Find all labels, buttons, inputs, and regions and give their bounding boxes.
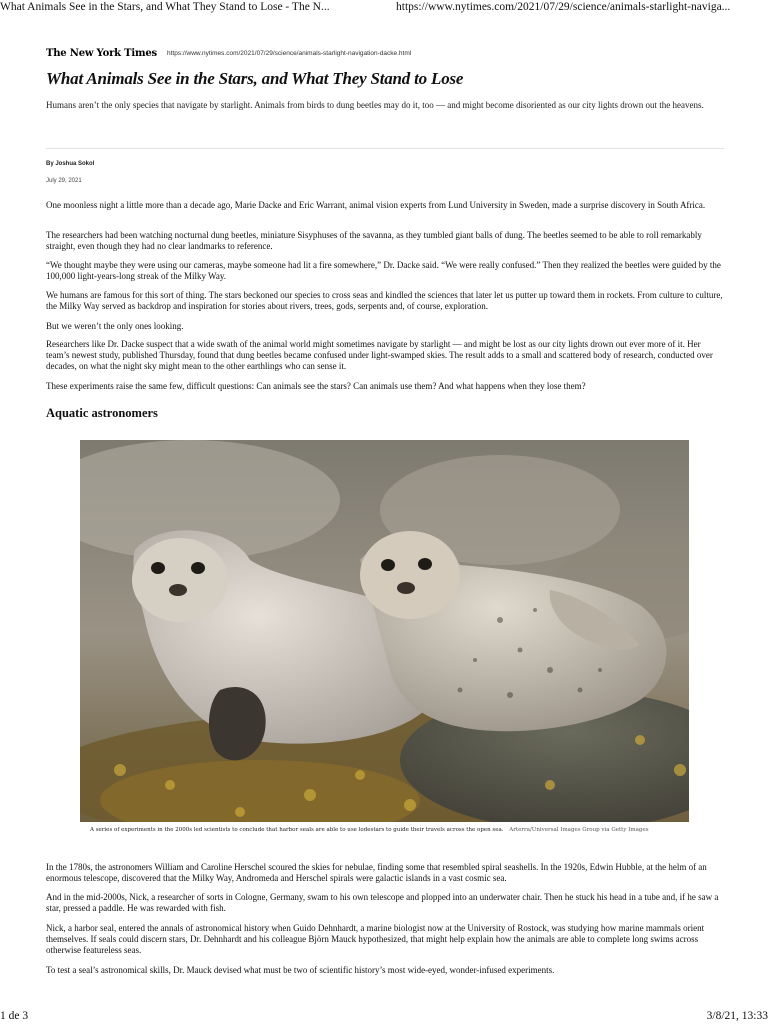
paragraph-8: In the 1780s, the astronomers William and Caroline Herschel scoured the skies for nebulae, finding some that resembled spiral seashells. In the 1920s, Edwin Hubble, at the helm of an enormous telescope, discovered that the Milky Way, Andromeda and Herschel spirals were galactic islands in a vast cosmic sea. — [46, 862, 707, 883]
paragraph-2: The researchers had been watching nocturnal dung beetles, miniature Sisyphuses of the savanna, as they tumbled giant balls of dung. The beetles seemed to be able to roll remarkably straight, even though they had no clear landmarks to reference. — [46, 230, 702, 251]
nyt-logo[interactable]: The New York Times — [46, 47, 157, 59]
page-number: 1 de 3 — [0, 1010, 29, 1022]
article-date: July 29, 2021 — [46, 178, 82, 184]
summary-divider — [46, 148, 724, 149]
article-byline[interactable]: By Joshua Sokol — [46, 161, 95, 167]
paragraph-1: One moonless night a little more than a decade ago, Marie Dacke and Eric Warrant, animal vision experts from Lund University in Sweden, made a surprise discovery in South Africa. — [46, 200, 706, 210]
article-headline: What Animals See in the Stars, and What They Stand to Lose — [46, 69, 464, 88]
masthead — [46, 44, 411, 58]
photo-caption-text: A series of experiments in the 2000s led scientists to conclude that harbor seals are able to use lodestars to guide their travels across the open sea. — [90, 827, 504, 833]
paragraph-6: Researchers like Dr. Dacke suspect that a wide swath of the animal world might sometimes navigate by starlight — and might be lost as our city lights drown out ever more of it. Her team’s newest study, published Thursday, found that dung beetles became confused under light-swamped skies. The result adds to a small and scattered body of research, conducted over decades, on what the night sky might mean to the other earthlings who can sense it. — [46, 339, 713, 371]
photo-caption — [90, 826, 690, 835]
print-header-title: What Animals See in the Stars, and What They Stand to Lose - The N... — [0, 1, 330, 13]
paragraph-9: And in the mid-2000s, Nick, a researcher of sorts in Cologne, Germany, swam to his own telescope and plopped into an underwater chair. Then he stuck his head in a tube and, if he saw a star, pressed a paddle. He was rewarded with fish. — [46, 892, 719, 913]
print-footer — [0, 1009, 768, 1024]
article-url[interactable]: https://www.nytimes.com/2021/07/29/science/animals-starlight-navigation-dacke.html — [166, 49, 412, 57]
paragraph-7: These experiments raise the same few, difficult questions: Can animals see the stars? Can animals use them? And what happens when they lose them? — [46, 381, 586, 391]
print-header-url: https://www.nytimes.com/2021/07/29/science/animals-starlight-naviga... — [396, 1, 731, 13]
paragraph-10: Nick, a harbor seal, entered the annals of astronomical history when Guido Dehnhardt, a marine biologist now at the University of Rostock, was studying how marine mammals orient themselves. If seals could discern stars, Dr. Dehnhardt and his colleague Björn Mauck hypothesized, that might help explain how the animals are able to complete long swims across otherwise featureless seas. — [46, 923, 705, 955]
paragraph-3: “We thought maybe they were using our cameras, maybe someone had lit a fire somewhere,” Dr. Dacke said. “We were really confused.” Then they realized the beetles were guided by the 100,000 light-years-long streak of the Milky Way. — [46, 260, 721, 281]
paragraph-11: To test a seal’s astronomical skills, Dr. Mauck devised what must be two of scientific history’s most wide-eyed, wonder-infused experiments. — [46, 965, 555, 975]
harbor-seals-illustration — [80, 440, 689, 822]
harbor-seals-photo — [80, 440, 689, 822]
print-header — [0, 0, 768, 16]
print-datetime: 3/8/21, 13:33 — [706, 1010, 768, 1022]
paragraph-5: But we weren’t the only ones looking. — [46, 321, 184, 331]
article-summary: Humans aren’t the only species that navigate by starlight. Animals from birds to dung beetles may do it, too — and might become disoriented as our city lights drown out the heavens. — [46, 100, 704, 110]
photo-credit: Arterra/Universal Images Group via Getty Images — [509, 827, 649, 833]
section-subhead: Aquatic astronomers — [46, 406, 158, 420]
paragraph-4: We humans are famous for this sort of thing. The stars beckoned our species to cross seas and kindled the sciences that later let us putter up toward them in rockets. From culture to culture, the Milky Way served as backdrop and inspiration for stories about rivers, trees, gods, serpents and, of course, exploration. — [46, 290, 723, 311]
